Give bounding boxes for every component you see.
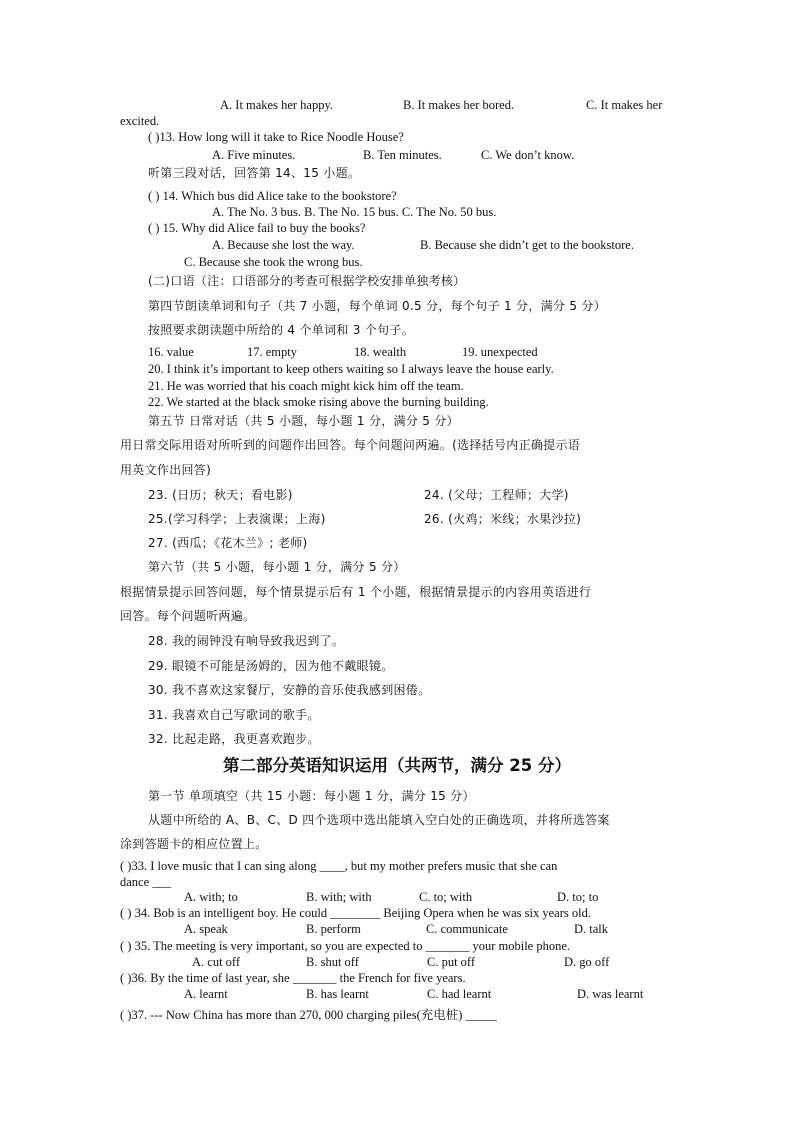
q13-option-c: C. We don’t know. [481, 148, 575, 162]
q27: 27. (西瓜；《花木兰》; 老师) [148, 536, 308, 550]
q35-option-b: B. shut off [306, 955, 359, 969]
q23: 23. (日历；秋天；看电影) [148, 488, 293, 502]
q13-option-a: A. Five minutes. [212, 148, 296, 162]
q33-option-c: C. to; with [419, 890, 473, 904]
q36-option-b: B. has learnt [306, 987, 369, 1001]
q34-option-c: C. communicate [426, 922, 508, 936]
section-4-instruction: 按照要求朗读题中所给的 4 个单词和 3 个句子。 [148, 323, 415, 337]
q34-stem: ( ) 34. Bob is an intelligent boy. He could ________ Beijing Opera when he was six years old. [120, 906, 591, 920]
q33-option-b: B. with; with [306, 890, 372, 904]
q15-option-c: C. Because she took the wrong bus. [184, 255, 363, 269]
q35-option-c: C. put off [427, 955, 476, 969]
word-17: 17. empty [247, 345, 297, 359]
q13-option-b: B. Ten minutes. [363, 148, 442, 162]
q36-option-a: A. learnt [184, 987, 228, 1001]
q36-stem: ( )36. By the time of last year, she _______ the French for five years. [120, 971, 466, 985]
section-6-instruction-line-1: 根据情景提示回答问题，每个情景提示后有 1 个小题，根据情景提示的内容用英语进行 [120, 585, 592, 599]
q36-option-d: D. was learnt [577, 987, 644, 1001]
q12-option-c-continued: excited. [120, 114, 160, 128]
q37-stem: ( )37. --- Now China has more than 270, 000 charging piles(充电桩) _____ [120, 1008, 497, 1022]
q35-option-a: A. cut off [192, 955, 241, 969]
q34-option-b: B. perform [306, 922, 361, 936]
q26: 26. (火鸡；米线；水果沙拉) [424, 512, 582, 526]
situation-29: 29. 眼镜不可能是汤姆的，因为他不戴眼镜。 [148, 659, 394, 673]
situation-28: 28. 我的闹钟没有响导致我迟到了。 [148, 634, 345, 648]
q15-option-b: B. Because she didn’t get to the bookstore. [420, 238, 634, 252]
q36-option-c: C. had learnt [427, 987, 492, 1001]
word-19: 19. unexpected [462, 345, 538, 359]
situation-31: 31. 我喜欢自己写歌词的歌手。 [148, 708, 320, 722]
q24: 24. (父母；工程师；大学) [424, 488, 569, 502]
q25: 25.(学习科学；上表演课；上海) [148, 512, 326, 526]
dialogue-3-heading: 听第三段对话，回答第 14、15 小题。 [148, 166, 361, 180]
section-5-heading: 第五节 日常对话（共 5 小题，每小题 1 分，满分 5 分） [148, 414, 459, 428]
section-5-instruction-line-1: 用日常交际用语对所听到的问题作出回答。每个问题问两遍。(选择括号内正确提示语 [120, 438, 581, 452]
q13-stem: ( )13. How long will it take to Rice Noodle House? [148, 130, 404, 144]
q35-option-d: D. go off [564, 955, 610, 969]
q12-option-c: C. It makes her [586, 98, 663, 112]
part-2-section-1-instruction-line-1: 从题中所给的 A、B、C、D 四个选项中选出能填入空白处的正确选项，并将所选答案 [148, 813, 610, 827]
word-16: 16. value [148, 345, 194, 359]
word-18: 18. wealth [354, 345, 407, 359]
q15-stem: ( ) 15. Why did Alice fail to buy the books? [148, 221, 366, 235]
q33-option-d: D. to; to [557, 890, 599, 904]
q34-option-a: A. speak [184, 922, 228, 936]
oral-section-heading: (二)口语（注：口语部分的考查可根据学校安排单独考核） [148, 274, 466, 288]
q12-option-a: A. It makes her happy. [220, 98, 334, 112]
section-6-heading: 第六节（共 5 小题，每小题 1 分，满分 5 分） [148, 560, 406, 574]
q35-stem: ( ) 35. The meeting is very important, so you are expected to _______ your mobile phone. [120, 939, 571, 953]
situation-32: 32. 比起走路，我更喜欢跑步。 [148, 732, 320, 746]
situation-30: 30. 我不喜欢这家餐厅，安静的音乐使我感到困倦。 [148, 683, 431, 697]
section-4-heading: 第四节朗读单词和句子（共 7 小题，每个单词 0.5 分，每个句子 1 分，满分 5 分） [148, 299, 607, 313]
section-6-instruction-line-2: 回答。每个问题听两遍。 [120, 609, 256, 623]
q14-options: A. The No. 3 bus. B. The No. 15 bus. C. The No. 50 bus. [212, 205, 497, 219]
q34-option-d: D. talk [574, 922, 609, 936]
q33-option-a: A. with; to [184, 890, 238, 904]
q14-stem: ( ) 14. Which bus did Alice take to the bookstore? [148, 189, 397, 203]
part-2-section-1-heading: 第一节 单项填空（共 15 小题：每小题 1 分，满分 15 分） [148, 789, 475, 803]
part-2-title: 第二部分英语知识运用（共两节，满分 25 分） [223, 756, 571, 775]
sentence-20: 20. I think it’s important to keep others waiting so I always leave the house early. [148, 362, 554, 376]
section-5-instruction-line-2: 用英文作出回答) [120, 463, 212, 477]
q33-stem: ( )33. I love music that I can sing along ____, but my mother prefers music that she can [120, 859, 558, 873]
sentence-21: 21. He was worried that his coach might kick him off the team. [148, 379, 464, 393]
part-2-section-1-instruction-line-2: 涂到答题卡的相应位置上。 [120, 837, 268, 851]
q12-option-b: B. It makes her bored. [403, 98, 515, 112]
q15-option-a: A. Because she lost the way. [212, 238, 355, 252]
sentence-22: 22. We started at the black smoke rising above the burning building. [148, 395, 489, 409]
q33-stem-continued: dance ___ [120, 875, 172, 889]
